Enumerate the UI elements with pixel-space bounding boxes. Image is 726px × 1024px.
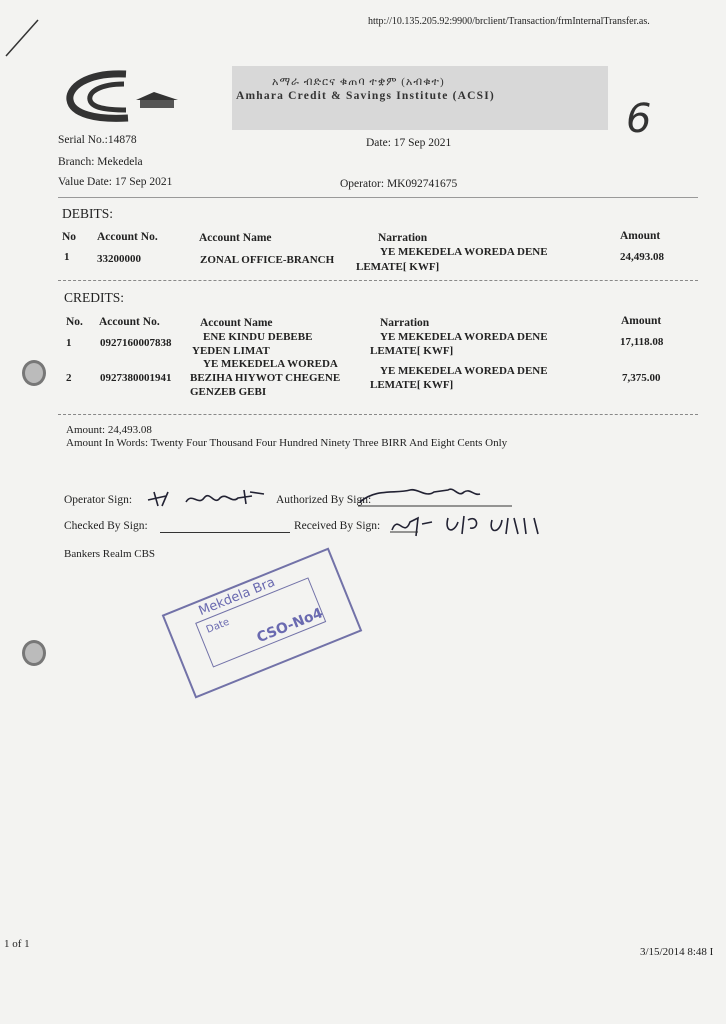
punch-hole (22, 640, 46, 666)
credits-header-no: No. (66, 316, 83, 328)
operator-id: Operator: MK092741675 (340, 178, 458, 190)
credit-row-narration-line1: YE MEKEDELA WOREDA DENE (380, 331, 548, 343)
checked-sign-line (160, 532, 290, 533)
branch: Branch: Mekedela (58, 156, 143, 168)
received-signature (388, 512, 556, 542)
divider (58, 280, 698, 281)
stamp-branch: Mekdela Bra (196, 574, 278, 620)
institution-name-english: Amhara Credit & Savings Institute (ACSI) (236, 90, 495, 102)
institution-banner (232, 66, 608, 130)
received-sign-label: Received By Sign: (294, 520, 381, 532)
value-date: Value Date: 17 Sep 2021 (58, 176, 173, 188)
credits-title: CREDITS: (64, 290, 125, 305)
debit-row-no: 1 (64, 251, 70, 263)
credit-row-narration-line2: LEMATE[ KWF] (370, 345, 454, 357)
credit-row-narration-line2: LEMATE[ KWF] (370, 379, 454, 391)
branch-stamp (162, 548, 363, 699)
credit-row-amount: 7,375.00 (622, 372, 661, 384)
credits-header-account-name: Account Name (200, 317, 273, 329)
divider (58, 197, 698, 198)
credit-row-account-no: 0927380001941 (100, 372, 172, 384)
debit-row-amount: 24,493.08 (620, 251, 664, 263)
credit-row-no: 1 (66, 337, 72, 349)
debit-row-narration-line2: LEMATE[ KWF] (356, 261, 440, 273)
debit-row-account-name: ZONAL OFFICE-BRANCH (200, 254, 335, 266)
punch-hole (22, 360, 46, 386)
corner-pen-mark (4, 18, 40, 58)
stamp-date-label: Date (204, 616, 232, 636)
checked-sign-label: Checked By Sign: (64, 520, 148, 532)
credits-header-amount: Amount (621, 315, 662, 327)
credit-row-account-name-line3: GENZEB GEBI (190, 386, 267, 398)
debits-title: DEBITS: (62, 206, 114, 221)
authorized-signature (356, 480, 516, 510)
credit-row-account-name-line2: BEZIHA HIYWOT CHEGENE (190, 372, 341, 384)
credits-header-narration: Narration (380, 317, 430, 329)
debits-header-account-no: Account No. (97, 231, 158, 243)
handwritten-number: 6 (626, 96, 652, 142)
print-timestamp: 3/15/2014 8:48 I (640, 946, 714, 958)
credit-row-account-name-line1: ENE KINDU DEBEBE (203, 331, 313, 343)
transaction-date: Date: 17 Sep 2021 (366, 137, 452, 149)
credits-header-account-no: Account No. (99, 316, 160, 328)
institution-name-amharic: አማራ ብድርና ቁጠባ ተቋም (አብቁተ) (272, 76, 445, 88)
operator-signature (146, 486, 268, 510)
credit-row-account-name-line1: YE MEKEDELA WOREDA (203, 358, 338, 370)
page-number: 1 of 1 (4, 938, 30, 950)
divider (58, 414, 698, 415)
operator-sign-label: Operator Sign: (64, 494, 133, 506)
serial-number: Serial No.:14878 (58, 134, 137, 146)
credit-row-narration-line1: YE MEKEDELA WOREDA DENE (380, 365, 548, 377)
total-amount: Amount: 24,493.08 (66, 424, 152, 436)
authorized-sign-label: Authorized By Sign: (276, 494, 372, 506)
credit-row-account-no: 0927160007838 (100, 337, 172, 349)
acsi-logo (66, 70, 184, 122)
debits-header-amount: Amount (620, 230, 661, 242)
credit-row-account-name-line2: YEDEN LIMAT (192, 345, 270, 357)
debits-header-no: No (62, 231, 77, 243)
debit-row-account-no: 33200000 (97, 253, 141, 265)
debits-header-narration: Narration (378, 232, 428, 244)
stamp-cso: CSO-No4 (254, 605, 326, 647)
source-url: http://10.135.205.92:9900/brclient/Transaction/frmInternalTransfer.as. (368, 16, 650, 27)
system-name: Bankers Realm CBS (64, 548, 156, 560)
credit-row-amount: 17,118.08 (620, 336, 664, 348)
debits-header-account-name: Account Name (199, 232, 272, 244)
credit-row-no: 2 (66, 372, 72, 384)
amount-in-words: Amount In Words: Twenty Four Thousand Four Hundred Ninety Three BIRR And Eight Cents Only (66, 437, 508, 449)
debit-row-narration-line1: YE MEKEDELA WOREDA DENE (380, 246, 548, 258)
